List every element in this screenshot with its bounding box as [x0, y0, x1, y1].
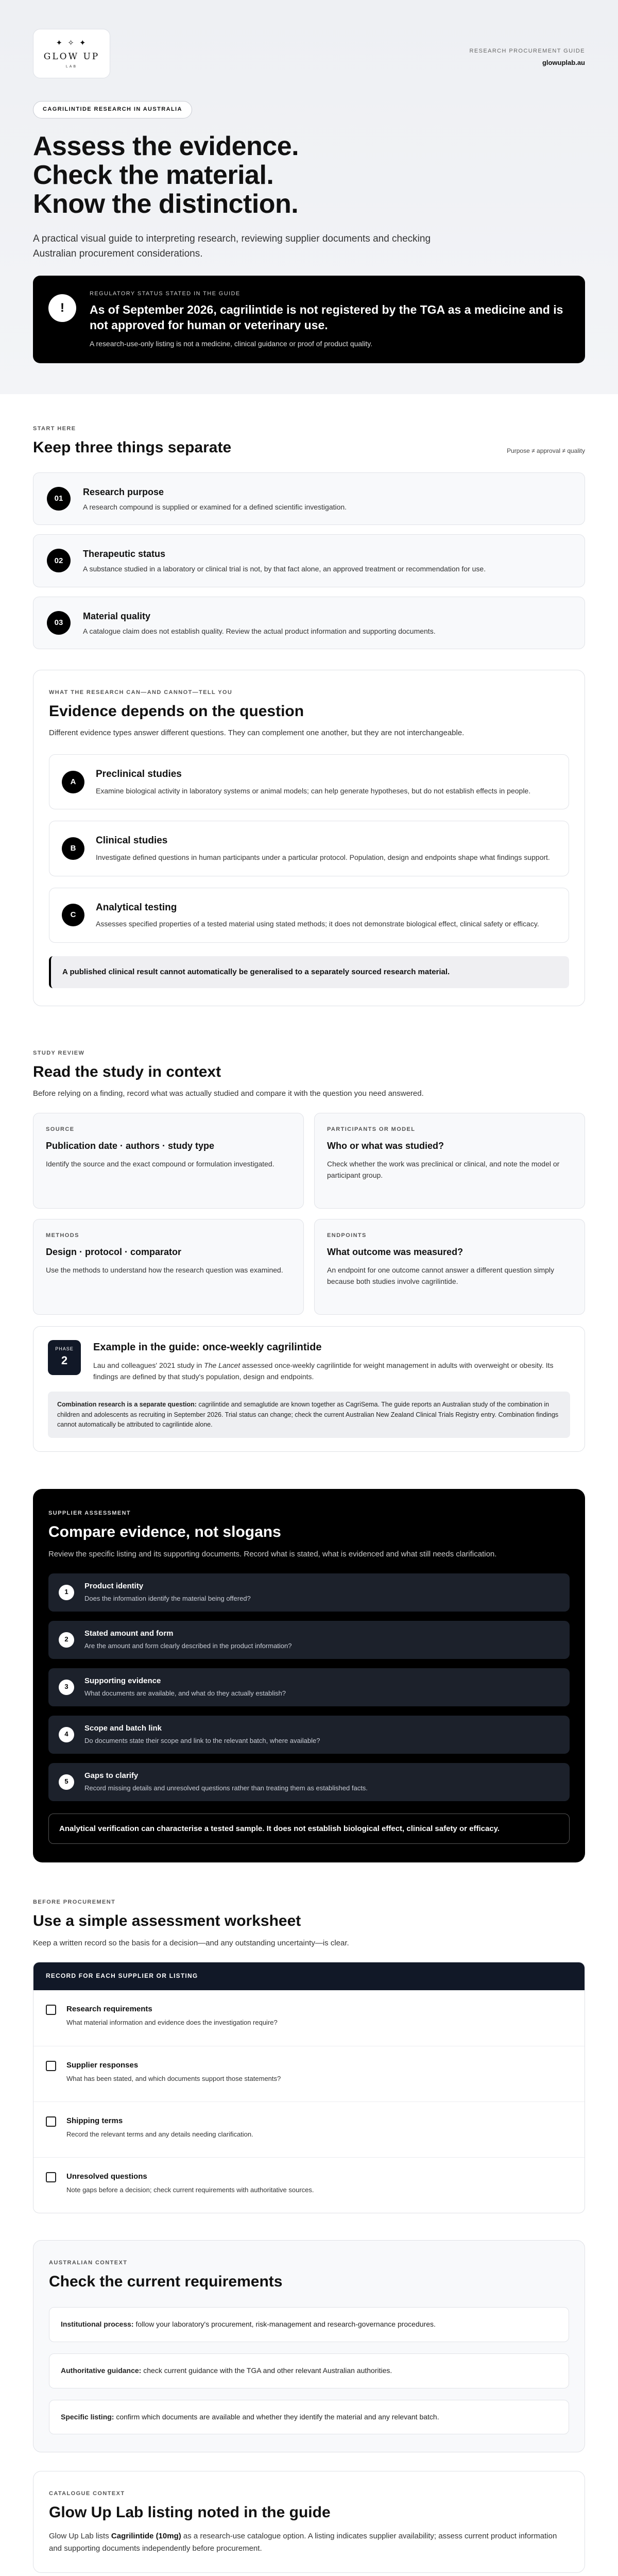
example-desc: Lau and colleagues' 2021 study in The Lancet assessed once-weekly cagrilintide for weight management in adults with overweight or obesity. Its findings are defined by that study's population, design and endpoints. — [93, 1361, 554, 1381]
assessment-row: 1 Product identity Does the information identify the material being offered? — [48, 1573, 570, 1612]
combination-note: Combination research is a separate question: cagrilintide and semaglutide are known together as CagriSema. The guide reports an Australian study of the combination in children and adolescents as recruiting in September 2026. Trial status can change; check the current Australian New Zealand Clinical Trials Registry entry. Combination findings cannot automatically be attributed to cagrilintide alone. — [48, 1392, 570, 1438]
page-title: Assess the evidence. Check the material. Know the distinction. — [33, 131, 299, 219]
requirement-item: Authoritative guidance: check current guidance with the TGA and other relevant Australian authorities. — [49, 2353, 569, 2388]
catalogue-text: Glow Up Lab lists Cagrilintide (10mg) as a research-use catalogue option. A listing indicates supplier availability; assess current product information and supporting documents independently before procurement. — [49, 2531, 557, 2553]
step-desc: A substance studied in a laboratory or clinical trial is not, by that fact alone, an approved treatment or recommendation for use. — [83, 565, 486, 573]
step-card — [33, 472, 585, 525]
status-text: A research-use-only listing is not a medicine, clinical guidance or proof of product quality. — [90, 340, 373, 348]
checkbox[interactable] — [46, 2061, 56, 2071]
evidence-title: Clinical studies — [96, 835, 168, 846]
guide-meta — [470, 47, 585, 68]
evidence-title: Preclinical studies — [96, 769, 182, 780]
section-intro: Before relying on a finding, record what was actually studied and compare it with the question you need answered. — [33, 1089, 424, 1098]
evidence-section — [33, 670, 585, 1006]
assessment-row: 5 Gaps to clarify Record missing details and unresolved questions rather than treating them as established facts. — [48, 1763, 570, 1801]
requirement-item: Institutional process: follow your laboratory's procurement, risk-management and research-governance procedures. — [49, 2307, 569, 2342]
supplier-assessment-section — [33, 1489, 585, 1862]
section-eyebrow: START HERE — [33, 426, 76, 432]
assessment-row: 2 Stated amount and form Are the amount and form clearly described in the product information? — [48, 1621, 570, 1659]
step-title: Therapeutic status — [83, 549, 166, 560]
section-eyebrow: WHAT THE RESEARCH CAN—AND CANNOT—TELL YOU — [49, 689, 233, 696]
supplier-callout: Analytical verification can characterise a tested sample. It does not establish biological effect, clinical safety or efficacy. — [48, 1814, 570, 1844]
phase-badge: PHASE 2 — [48, 1340, 81, 1375]
status-heading: As of September 2026, cagrilintide is not registered by the TGA as a medicine and is not approved for human or veterinary use. — [90, 303, 563, 332]
section-intro: Keep a written record so the basis for a decision—and any outstanding uncertainty—is clear. — [33, 1938, 349, 1947]
requirement-item: Specific listing: confirm which documents are available and whether they identify the material and any relevant batch. — [49, 2400, 569, 2435]
study-card-source: SOURCE Publication date · authors · study type Identify the source and the exact compound or formulation investigated. — [33, 1113, 304, 1209]
australian-context-section — [33, 2240, 585, 2453]
assessment-row: 3 Supporting evidence What documents are available, and what do they actually establish? — [48, 1668, 570, 1706]
study-card-methods: METHODS Design · protocol · comparator Use the methods to understand how the research question was examined. — [33, 1219, 304, 1315]
worksheet-row: Unresolved questions Note gaps before a decision; check current requirements with authoritative sources. — [33, 2157, 585, 2213]
step-number: 03 — [47, 611, 71, 635]
example-title: Example in the guide: once-weekly cagrilintide — [93, 1341, 322, 1353]
section-eyebrow: SUPPLIER ASSESSMENT — [48, 1510, 131, 1517]
guide-label: RESEARCH PROCUREMENT GUIDE — [469, 48, 585, 54]
topic-pill: CAGRILINTIDE RESEARCH IN AUSTRALIA — [33, 101, 192, 118]
section-eyebrow: CATALOGUE CONTEXT — [49, 2490, 125, 2497]
step-title: Material quality — [83, 611, 151, 621]
section-heading: Keep three things separate — [33, 439, 232, 456]
catalogue-section — [33, 2471, 585, 2572]
section-intro: Different evidence types answer different questions. They can complement one another, but they are not interchangeable. — [49, 728, 465, 738]
worksheet-header: RECORD FOR EACH SUPPLIER OR LISTING — [33, 1962, 585, 1990]
study-review-section — [33, 1006, 585, 1452]
step-title: Research purpose — [83, 486, 164, 497]
section-eyebrow: BEFORE PROCUREMENT — [33, 1899, 116, 1906]
section-heading: Compare evidence, not slogans — [48, 1523, 281, 1541]
checkbox[interactable] — [46, 2172, 56, 2182]
section-heading: Use a simple assessment worksheet — [33, 1912, 301, 1930]
status-label: REGULATORY STATUS STATED IN THE GUIDE — [90, 291, 241, 297]
worksheet-section — [33, 1862, 585, 2213]
evidence-card — [49, 888, 569, 943]
evidence-letter: B — [62, 837, 84, 860]
evidence-letter: A — [62, 771, 84, 793]
study-example — [33, 1326, 585, 1452]
evidence-letter: C — [62, 904, 84, 926]
worksheet-row: Supplier responses What has been stated, and which documents support those statements? — [33, 2046, 585, 2102]
hero-section — [0, 0, 618, 394]
worksheet-table — [33, 1962, 585, 2213]
hero-intro: A practical visual guide to interpreting research, reviewing supplier documents and checking Australian procurement considerations. — [33, 233, 431, 259]
step-number: 02 — [47, 549, 71, 572]
assessment-row: 4 Scope and batch link Do documents state their scope and link to the relevant batch, where available? — [48, 1716, 570, 1754]
evidence-title: Analytical testing — [96, 902, 177, 913]
section-note: Purpose ≠ approval ≠ quality — [507, 447, 585, 455]
logo-subtitle: LAB — [65, 65, 78, 69]
evidence-callout: A published clinical result cannot automatically be generalised to a separately sourced research material. — [49, 956, 569, 988]
study-card-endpoints: ENDPOINTS What outcome was measured? An endpoint for one outcome cannot answer a different question simply because both studies involve cagrilintide. — [314, 1219, 585, 1315]
step-desc: A research compound is supplied or examined for a defined scientific investigation. — [83, 502, 347, 511]
worksheet-row: Shipping terms Record the relevant terms and any details needing clarification. — [33, 2102, 585, 2157]
step-desc: A catalogue claim does not establish quality. Review the actual product information and supporting documents. — [83, 626, 436, 635]
section-heading: Glow Up Lab listing noted in the guide — [49, 2504, 331, 2521]
checkbox[interactable] — [46, 2005, 56, 2015]
section-heading: Evidence depends on the question — [49, 702, 304, 720]
logo-wordmark: GLOW UP — [43, 52, 100, 62]
evidence-desc: Investigate defined questions in human participants under a particular protocol. Population, design and endpoints shape what findings support. — [96, 853, 550, 861]
step-card — [33, 534, 585, 587]
checkbox[interactable] — [46, 2116, 56, 2127]
section-intro: Review the specific listing and its supporting documents. Record what is stated, what is evidenced and what still needs clarification. — [48, 1549, 497, 1558]
alert-icon: ! — [48, 294, 76, 322]
evidence-desc: Examine biological activity in laboratory systems or animal models; can help generate hypotheses, but do not establish effects in people. — [96, 786, 531, 795]
section-heading: Read the study in context — [33, 1063, 221, 1080]
step-card — [33, 597, 585, 649]
evidence-desc: Assesses specified properties of a tested material using stated methods; it does not demonstrate biological effect, clinical safety or efficacy. — [96, 920, 539, 928]
step-number: 01 — [47, 487, 71, 511]
section-eyebrow: AUSTRALIAN CONTEXT — [49, 2259, 128, 2266]
section-heading: Check the current requirements — [49, 2273, 283, 2290]
guide-site-link[interactable]: glowuplab.au — [542, 58, 585, 66]
worksheet-row: Research requirements What material information and evidence does the investigation require? — [33, 1990, 585, 2046]
evidence-card — [49, 754, 569, 809]
section-eyebrow: STUDY REVIEW — [33, 1049, 85, 1056]
evidence-card — [49, 821, 569, 876]
regulatory-status-banner — [33, 276, 585, 363]
brand-logo[interactable] — [33, 29, 110, 78]
keep-separate-section — [33, 394, 585, 649]
study-card-participants: PARTICIPANTS OR MODEL Who or what was studied? Check whether the work was preclinical or clinical, and note the model or participant group. — [314, 1113, 585, 1209]
sparkle-icon: ✦ ✧ ✦ — [56, 38, 88, 47]
